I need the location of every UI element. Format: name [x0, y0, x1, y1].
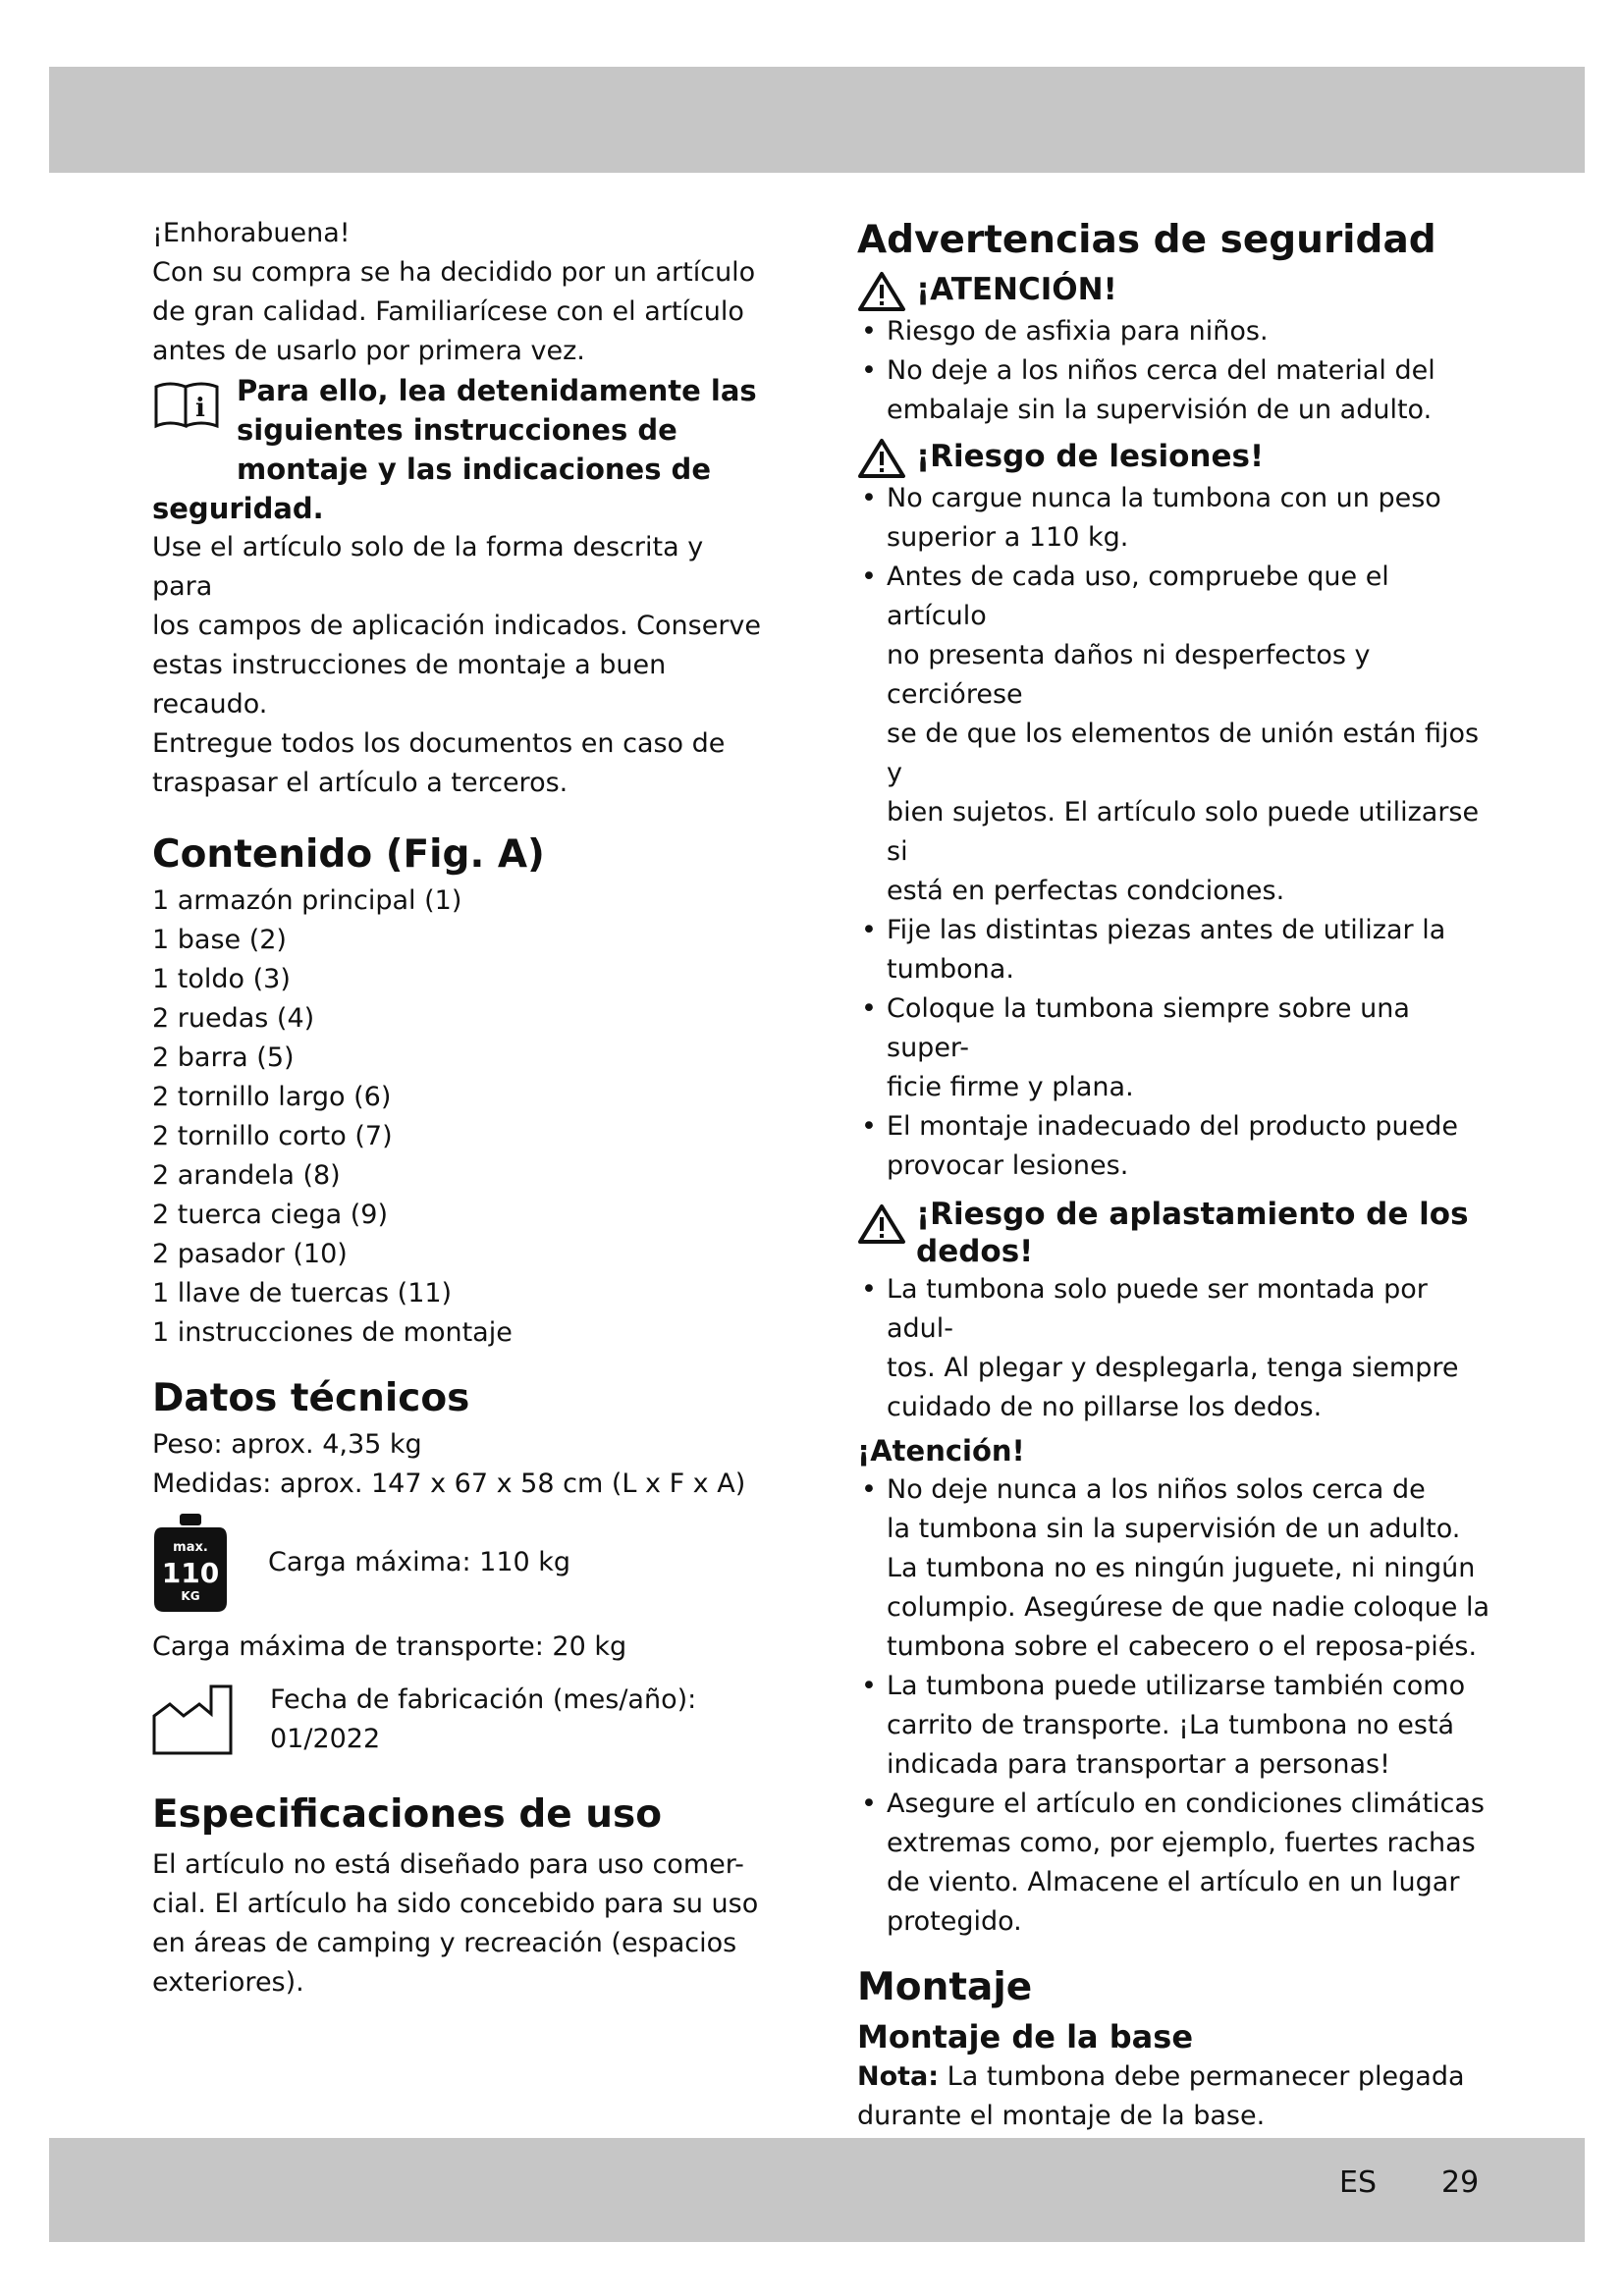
atencion-list: [857, 312, 1495, 430]
list-line: La tumbona puede utilizarse también como: [887, 1671, 1466, 1701]
list-item: [857, 1785, 1495, 1942]
lesiones-list: [857, 479, 1495, 1186]
svg-text:i: i: [195, 394, 205, 423]
list-line: columpio. Asegúrese de que nadie coloque la: [887, 1592, 1490, 1623]
read-manual-icon: [152, 377, 221, 432]
list-line: Asegure el artículo en condiciones climáticas: [887, 1789, 1485, 1819]
warning-triangle-icon: [857, 438, 906, 479]
list-item: [857, 351, 1495, 430]
montaje-heading: Montaje: [857, 1965, 1033, 2009]
list-item: [857, 558, 1495, 911]
list-line: está en perfectas condciones.: [887, 876, 1285, 906]
list-item: 1 llave de tuercas (11): [152, 1278, 453, 1308]
warning-triangle-icon: [857, 1203, 906, 1245]
list-item: 2 arandela (8): [152, 1160, 341, 1191]
list-item: 2 barra (5): [152, 1042, 295, 1073]
list-line: provocar lesiones.: [887, 1150, 1129, 1181]
footer-language: ES: [1339, 2165, 1377, 2200]
fecha-value: 01/2022: [270, 1724, 381, 1754]
contenido-list: [152, 881, 766, 1353]
nota-label: Nota:: [857, 2061, 940, 2092]
intro-line: Con su compra se ha decidido por un artículo: [152, 257, 756, 288]
espec-line: en áreas de camping y recreación (espacios: [152, 1928, 737, 1958]
warning-triangle-icon: [857, 271, 906, 312]
usage-line: estas instrucciones de montaje a buen recaudo.: [152, 650, 667, 720]
list-line: se de que los elementos de unión están fijos y: [887, 719, 1480, 788]
list-item: 2 pasador (10): [152, 1239, 348, 1269]
usage-line: los campos de aplicación indicados. Conserve: [152, 611, 762, 641]
usage-line: Entregue todos los documentos en caso de: [152, 728, 726, 759]
datos-heading: Datos técnicos: [152, 1376, 470, 1420]
list-line: carrito de transporte. ¡La tumbona no está: [887, 1710, 1455, 1740]
list-line: indicada para transportar a personas!: [887, 1749, 1390, 1780]
espec-line: El artículo no está diseñado para uso comer-: [152, 1849, 744, 1880]
advertencias-heading: Advertencias de seguridad: [857, 218, 1436, 262]
left-column: [152, 214, 766, 2002]
list-line: La tumbona no es ningún juguete, ni ningún: [887, 1553, 1476, 1583]
info-note-line: seguridad.: [152, 492, 324, 525]
montaje-base-heading: Montaje de la base: [857, 2018, 1194, 2056]
especificaciones-heading: Especificaciones de uso: [152, 1792, 663, 1837]
max-load-weight-icon: [152, 1514, 229, 1612]
lesiones-title: ¡Riesgo de lesiones!: [916, 439, 1265, 474]
list-line: ficie firme y plana.: [887, 1072, 1134, 1102]
manufacture-date-icon: [152, 1682, 233, 1755]
list-line: extremas como, por ejemplo, fuertes rachas: [887, 1828, 1476, 1858]
aplastamiento-list: [857, 1270, 1495, 1427]
espec-line: cial. El artículo ha sido concebido para su uso: [152, 1889, 759, 1919]
list-line: El montaje inadecuado del producto puede: [887, 1111, 1458, 1142]
list-item: [857, 989, 1495, 1107]
list-line: Fije las distintas piezas antes de utilizar la: [887, 915, 1446, 945]
list-item: [857, 1270, 1495, 1427]
intro-line: de gran calidad. Familiarícese con el artículo: [152, 296, 744, 327]
weight-icon-top: max.: [173, 1540, 208, 1555]
list-line: protegido.: [887, 1906, 1022, 1937]
weight-icon-value: 110: [161, 1557, 220, 1589]
nota-line: durante el montaje de la base.: [857, 2101, 1266, 2131]
list-line: cuidado de no pillarse los dedos.: [887, 1392, 1323, 1422]
intro-line: antes de usarlo por primera vez.: [152, 336, 585, 366]
list-line: embalaje sin la supervisión de un adulto.: [887, 395, 1433, 425]
list-item: 2 ruedas (4): [152, 1003, 315, 1034]
list-line: tumbona.: [887, 954, 1014, 985]
atencion2-title: ¡Atención!: [857, 1434, 1025, 1468]
list-line: Antes de cada uso, compruebe que el artículo: [887, 561, 1389, 631]
weight-icon-unit: KG: [181, 1589, 200, 1603]
list-line: no presenta daños ni desperfectos y cerciórese: [887, 640, 1371, 710]
list-item: 1 armazón principal (1): [152, 885, 462, 916]
carga-transporte-text: Carga máxima de transporte: 20 kg: [152, 1631, 627, 1662]
list-item: 2 tornillo largo (6): [152, 1082, 392, 1112]
list-line: de viento. Almacene el artículo en un lugar: [887, 1867, 1460, 1897]
warning-atencion: [857, 271, 1495, 312]
nota-text: La tumbona debe permanecer plegada: [939, 2061, 1465, 2092]
header-band: [49, 67, 1585, 173]
page-number: 29: [1441, 2165, 1480, 2200]
list-line: La tumbona solo puede ser montada por adul-: [887, 1274, 1428, 1344]
list-line: bien sujetos. El artículo solo puede utilizarse si: [887, 797, 1480, 867]
atencion-title: ¡ATENCIÓN!: [916, 272, 1117, 307]
manufacture-date-row: [152, 1681, 766, 1763]
info-note-line: Para ello, lea detenidamente las: [237, 374, 757, 407]
list-item: [857, 312, 1495, 351]
usage-line: Use el artículo solo de la forma descrita y para: [152, 532, 704, 602]
espec-line: exteriores).: [152, 1967, 304, 1998]
list-item: [857, 911, 1495, 989]
info-note-line: montaje y las indicaciones de: [237, 453, 711, 486]
info-note-line: siguientes instrucciones de: [237, 413, 677, 447]
list-line: Coloque la tumbona siempre sobre una super-: [887, 993, 1410, 1063]
warning-aplastamiento: [857, 1196, 1495, 1270]
fecha-label: Fecha de fabricación (mes/año):: [270, 1684, 697, 1715]
list-line: No deje a los niños cerca del material del: [887, 355, 1435, 386]
peso-text: Peso: aprox. 4,35 kg: [152, 1429, 422, 1460]
list-item: 1 base (2): [152, 925, 287, 955]
atencion2-list: [857, 1470, 1495, 1942]
list-item: 1 instrucciones de montaje: [152, 1317, 513, 1348]
usage-line: traspasar el artículo a terceros.: [152, 768, 568, 798]
contenido-heading: Contenido (Fig. A): [152, 832, 545, 877]
list-line: superior a 110 kg.: [887, 522, 1129, 553]
list-item: [857, 479, 1495, 558]
right-column: [857, 214, 1495, 2175]
info-note: [152, 371, 766, 489]
list-item: [857, 1470, 1495, 1667]
list-line: No cargue nunca la tumbona con un peso: [887, 483, 1441, 513]
list-item: 2 tornillo corto (7): [152, 1121, 393, 1151]
list-line: No deje nunca a los niños solos cerca de: [887, 1474, 1426, 1505]
list-line: la tumbona sin la supervisión de un adulto.: [887, 1514, 1461, 1544]
aplastamiento-title: ¡Riesgo de aplastamiento de los: [916, 1197, 1469, 1232]
carga-maxima-text: Carga máxima: 110 kg: [268, 1547, 571, 1577]
list-line: Riesgo de asfixia para niños.: [887, 316, 1269, 347]
warning-lesiones: [857, 438, 1495, 479]
medidas-text: Medidas: aprox. 147 x 67 x 58 cm (L x F x A): [152, 1468, 746, 1499]
aplastamiento-title: dedos!: [916, 1234, 1034, 1269]
max-load-row: [152, 1514, 766, 1612]
list-item: 2 tuerca ciega (9): [152, 1200, 389, 1230]
nota-line: [857, 2057, 1495, 2097]
list-item: [857, 1667, 1495, 1785]
list-item: [857, 1107, 1495, 1186]
intro-line: ¡Enhorabuena!: [152, 218, 351, 248]
list-line: tumbona sobre el cabecero o el reposa-piés.: [887, 1631, 1478, 1662]
list-line: tos. Al plegar y desplegarla, tenga siempre: [887, 1353, 1459, 1383]
list-item: 1 toldo (3): [152, 964, 291, 994]
